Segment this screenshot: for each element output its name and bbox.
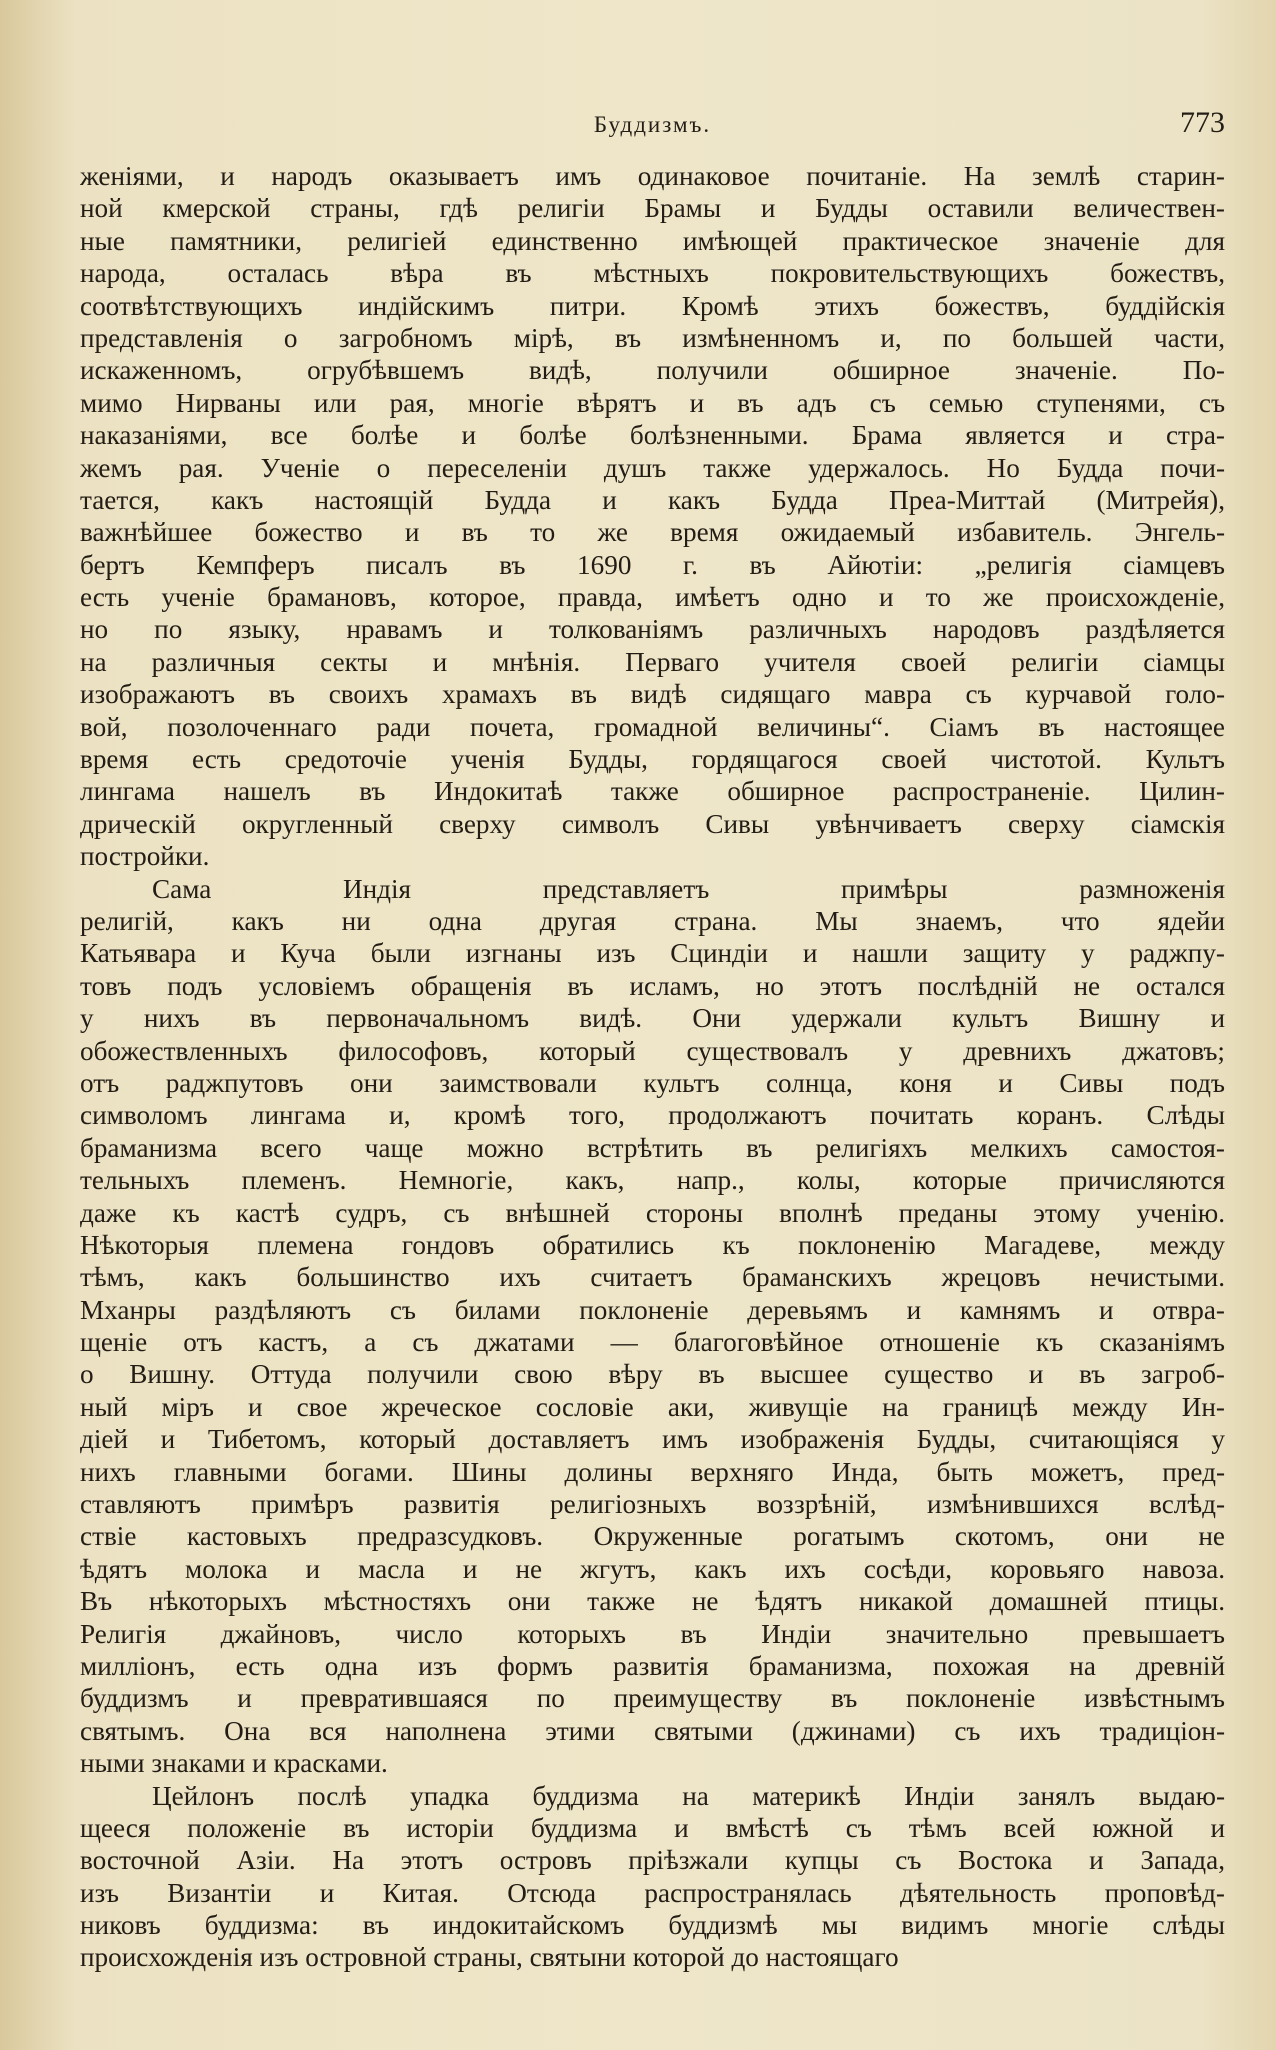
text-line: ѣдятъ молока и масла и не жгутъ, какъ ихъ сосѣди, коровьяго навоза.: [80, 1553, 1225, 1584]
text-line: постройки.: [80, 841, 210, 872]
text-line: тѣмъ, какъ большинство ихъ считаетъ браманскихъ жрецовъ нечистыми.: [80, 1262, 1225, 1293]
paragraph: [80, 1780, 1225, 1974]
text-line: бертъ Кемпферъ писалъ въ 1690 г. въ Айютіи: „религія сіамцевъ: [80, 549, 1225, 580]
text-line: Катьявара и Куча были изгнаны изъ Сциндіи и нашли защиту у раджпу-: [80, 938, 1225, 969]
text-line: вой, позолоченнаго ради почета, громадной величины“. Сіамъ въ настоящее: [80, 711, 1225, 742]
text-line: тельныхъ племенъ. Немногіе, какъ, напр., колы, которые причисляются: [80, 1165, 1225, 1196]
text-line: тается, какъ настоящій Будда и какъ Будда Преа-Миттай (Митрейя),: [80, 484, 1225, 515]
text-line: ный міръ и свое жреческое сословіе аки, живущіе на границѣ между Ин-: [80, 1391, 1225, 1422]
text-line: никовъ буддизма: въ индокитайскомъ буддизмѣ мы видимъ многіе слѣды: [80, 1910, 1225, 1941]
text-line: товъ подъ условіемъ обращенія въ исламъ, но этотъ послѣдній не остался: [80, 970, 1225, 1001]
text-line: даже къ кастѣ судръ, съ внѣшней стороны вполнѣ преданы этому ученію.: [80, 1197, 1225, 1228]
text-body: [80, 160, 1225, 2030]
text-line: жемъ рая. Ученіе о переселеніи душъ также удержалось. Но Будда почи-: [80, 452, 1225, 483]
text-line: ставляютъ примѣръ развитія религіозныхъ воззрѣній, измѣнившихся вслѣд-: [80, 1489, 1225, 1520]
text-line: Мханры раздѣляютъ съ билами поклоненіе деревьямъ и камнямъ и отвра-: [80, 1294, 1225, 1325]
text-line: щеніе отъ кастъ, а съ джатами — благоговѣйное отношеніе къ сказаніямъ: [80, 1327, 1225, 1358]
page-number: 773: [1180, 106, 1225, 139]
text-line: буддизмъ и превратившаяся по преимуществу въ поклоненіе извѣстнымъ: [80, 1683, 1225, 1714]
page-header: [80, 106, 1225, 146]
text-line: нихъ главными богами. Шины долины верхняго Инда, быть можетъ, пред-: [80, 1456, 1225, 1487]
text-line: есть ученіе брамановъ, которое, правда, имѣетъ одно и то же происхожденіе,: [80, 582, 1225, 613]
text-line: но по языку, нравамъ и толкованіямъ различныхъ народовъ раздѣляется: [80, 614, 1225, 645]
text-line: изъ Византіи и Китая. Отсюда распространялась дѣятельность проповѣд-: [80, 1877, 1225, 1908]
text-line: изображаютъ въ своихъ храмахъ въ видѣ сидящаго мавра съ курчавой голо-: [80, 679, 1225, 710]
text-line: дрическій округленный сверху символъ Сивы увѣнчиваетъ сверху сіамскія: [80, 808, 1225, 839]
text-line: женіями, и народъ оказываетъ имъ одинаковое почитаніе. На землѣ старин-: [80, 161, 1225, 191]
text-line: о Вишну. Оттуда получили свою вѣру въ высшее существо и въ загроб-: [80, 1359, 1225, 1390]
text-line: ствіе кастовыхъ предразсудковъ. Окруженные рогатымъ скотомъ, они не: [80, 1521, 1225, 1552]
text-line: наказаніями, все болѣе и болѣе болѣзненными. Брама является и стра-: [80, 420, 1225, 451]
text-line: милліонъ, есть одна изъ формъ развитія браманизма, похожая на древній: [80, 1650, 1225, 1681]
text-line: Религія джайновъ, число которыхъ въ Индіи значительно превышаетъ: [80, 1618, 1225, 1649]
text-line: народа, осталась вѣра въ мѣстныхъ покровительствующихъ божествъ,: [80, 258, 1225, 289]
text-line: соотвѣтствующихъ индійскимъ питри. Кромѣ этихъ божествъ, буддійскія: [80, 290, 1225, 321]
text-line: щееся положеніе въ исторіи буддизма и вмѣстѣ съ тѣмъ всей южной и: [80, 1812, 1225, 1843]
text-line: Въ нѣкоторыхъ мѣстностяхъ они также не ѣдятъ никакой домашней птицы.: [80, 1586, 1225, 1617]
text-line: ными знаками и красками.: [80, 1748, 388, 1779]
text-line: происхожденія изъ островной страны, святыни которой до настоящаго: [80, 1942, 899, 1973]
text-line: Цейлонъ послѣ упадка буддизма на материкѣ Индіи занялъ выдаю-: [152, 1780, 1225, 1811]
text-line: время есть средоточіе ученія Будды, гордящагося своей чистотой. Культъ: [80, 744, 1225, 775]
text-line: браманизма всего чаще можно встрѣтить въ религіяхъ мелкихъ самостоя-: [80, 1132, 1225, 1163]
text-line: лингама нашелъ въ Индокитаѣ также обширное распространеніе. Цилин-: [80, 776, 1225, 807]
text-line: символомъ лингама и, кромѣ того, продолжаютъ почитать коранъ. Слѣды: [80, 1100, 1225, 1131]
text-line: у нихъ въ первоначальномъ видѣ. Они удержали культъ Вишну и: [80, 1003, 1225, 1034]
paragraph: [80, 873, 1225, 1780]
text-line: представленія о загробномъ мірѣ, въ измѣненномъ и, по большей части,: [80, 322, 1225, 353]
text-line: на различныя секты и мнѣнія. Перваго учителя своей религіи сіамцы: [80, 646, 1225, 677]
text-line: обожествленныхъ философовъ, который существовалъ у древнихъ джатовъ;: [80, 1035, 1225, 1066]
text-line: мимо Нирваны или рая, многіе вѣрятъ и въ адъ съ семью ступенями, съ: [80, 387, 1225, 418]
text-line: важнѣйшее божество и въ то же время ожидаемый избавитель. Энгель-: [80, 517, 1225, 548]
text-line: ной кмерской страны, гдѣ религіи Брамы и Будды оставили величествен-: [80, 193, 1225, 224]
text-line: святымъ. Она вся наполнена этими святыми (джинами) съ ихъ традиціон-: [80, 1715, 1225, 1746]
text-line: восточной Азіи. На этотъ островъ пріѣзжали купцы съ Востока и Запада,: [80, 1845, 1225, 1876]
text-line: искаженномъ, огрубѣвшемъ видѣ, получили обширное значеніе. По-: [80, 355, 1225, 386]
text-line: религій, какъ ни одна другая страна. Мы знаемъ, что ядейи: [80, 905, 1225, 936]
running-title: Буддизмъ.: [593, 112, 712, 137]
text-line: Нѣкоторыя племена гондовъ обратились къ поклоненію Магадеве, между: [80, 1229, 1225, 1260]
text-line: діей и Тибетомъ, который доставляетъ имъ изображенія Будды, считающіяся у: [80, 1424, 1225, 1455]
text-line: отъ раджпутовъ они заимствовали культъ солнца, коня и Сивы подъ: [80, 1067, 1225, 1098]
paragraph: [80, 160, 1225, 873]
text-line: Сама Индія представляетъ примѣры размноженія: [152, 873, 1225, 904]
text-line: ные памятники, религіей единственно имѣющей практическое значеніе для: [80, 225, 1225, 256]
